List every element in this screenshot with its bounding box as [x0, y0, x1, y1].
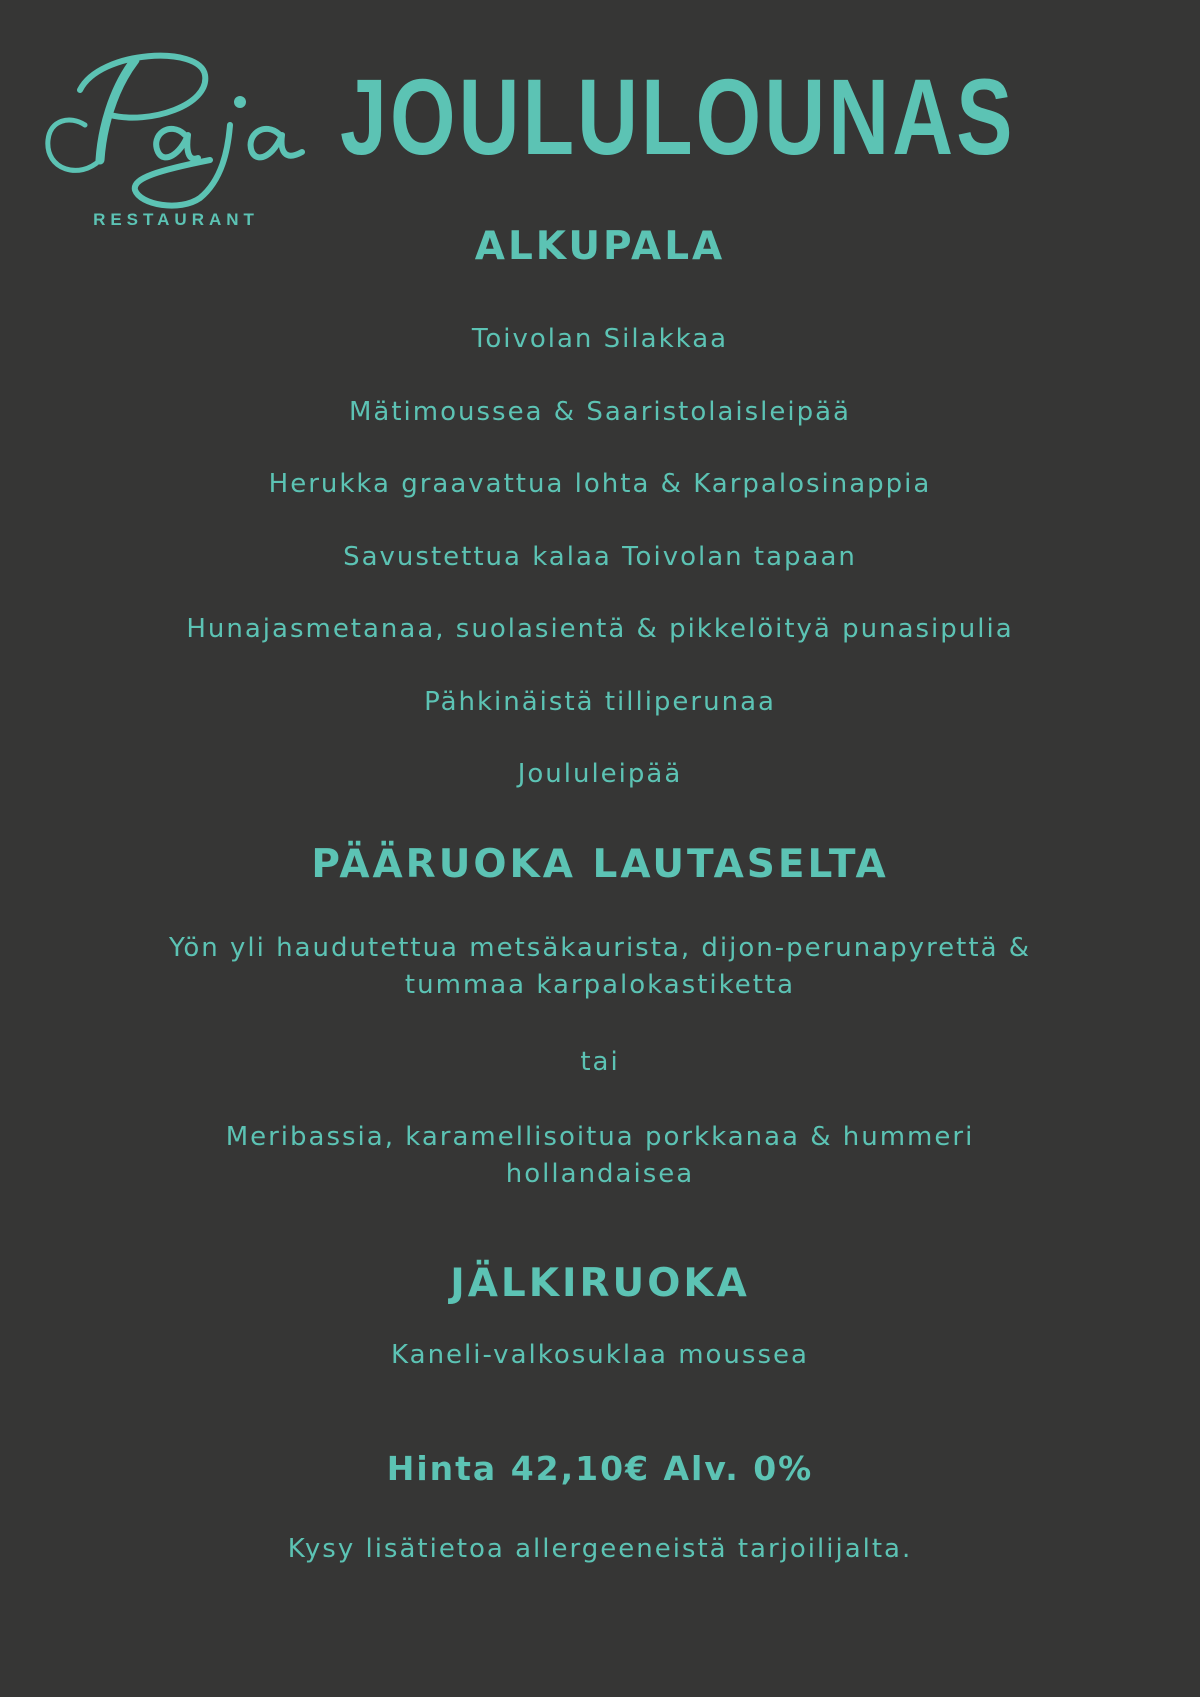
menu-item: Herukka graavattua lohta & Karpalosinappia: [268, 469, 932, 499]
menu-item: Mätimoussea & Saaristolaisleipää: [349, 397, 851, 427]
page-title: JOULULOUNAS: [340, 56, 1016, 177]
menu-item: Savustettua kalaa Toivolan tapaan: [343, 542, 857, 572]
menu-item: Joululeipää: [517, 759, 683, 789]
restaurant-logo: [40, 40, 310, 240]
section-heading-starter: ALKUPALA: [474, 224, 726, 269]
menu-item: Toivolan Silakkaa: [471, 324, 729, 354]
section-heading-main: PÄÄRUOKA LAUTASELTA: [311, 842, 889, 887]
logo-subtitle: RESTAURANT: [93, 210, 259, 229]
menu-item: Pähkinäistä tilliperunaa: [424, 687, 776, 717]
menu-item: Hunajasmetanaa, suolasientä & pikkelöityä punasipulia: [186, 614, 1014, 644]
paja-script-logo-icon: [40, 40, 310, 210]
menu-item: Yön yli haudutettua metsäkauristа, dijon-perunapyrettä & tummaa karpalokastiketta: [168, 933, 1032, 1000]
menu-item-separator: tai: [580, 1047, 620, 1077]
menu-item: Meribassia, karamellisoitua porkkanaa & hummeri hollandaisea: [225, 1122, 975, 1189]
menu-item: Kaneli-valkosuklaa moussea: [391, 1340, 809, 1370]
section-heading-dessert: JÄLKIRUOKA: [450, 1261, 750, 1306]
price-label: Hinta 42,10€ Alv. 0%: [386, 1449, 814, 1488]
allergy-note: Kysy lisätietoa allergeeneistä tarjoilijalta.: [287, 1534, 913, 1564]
